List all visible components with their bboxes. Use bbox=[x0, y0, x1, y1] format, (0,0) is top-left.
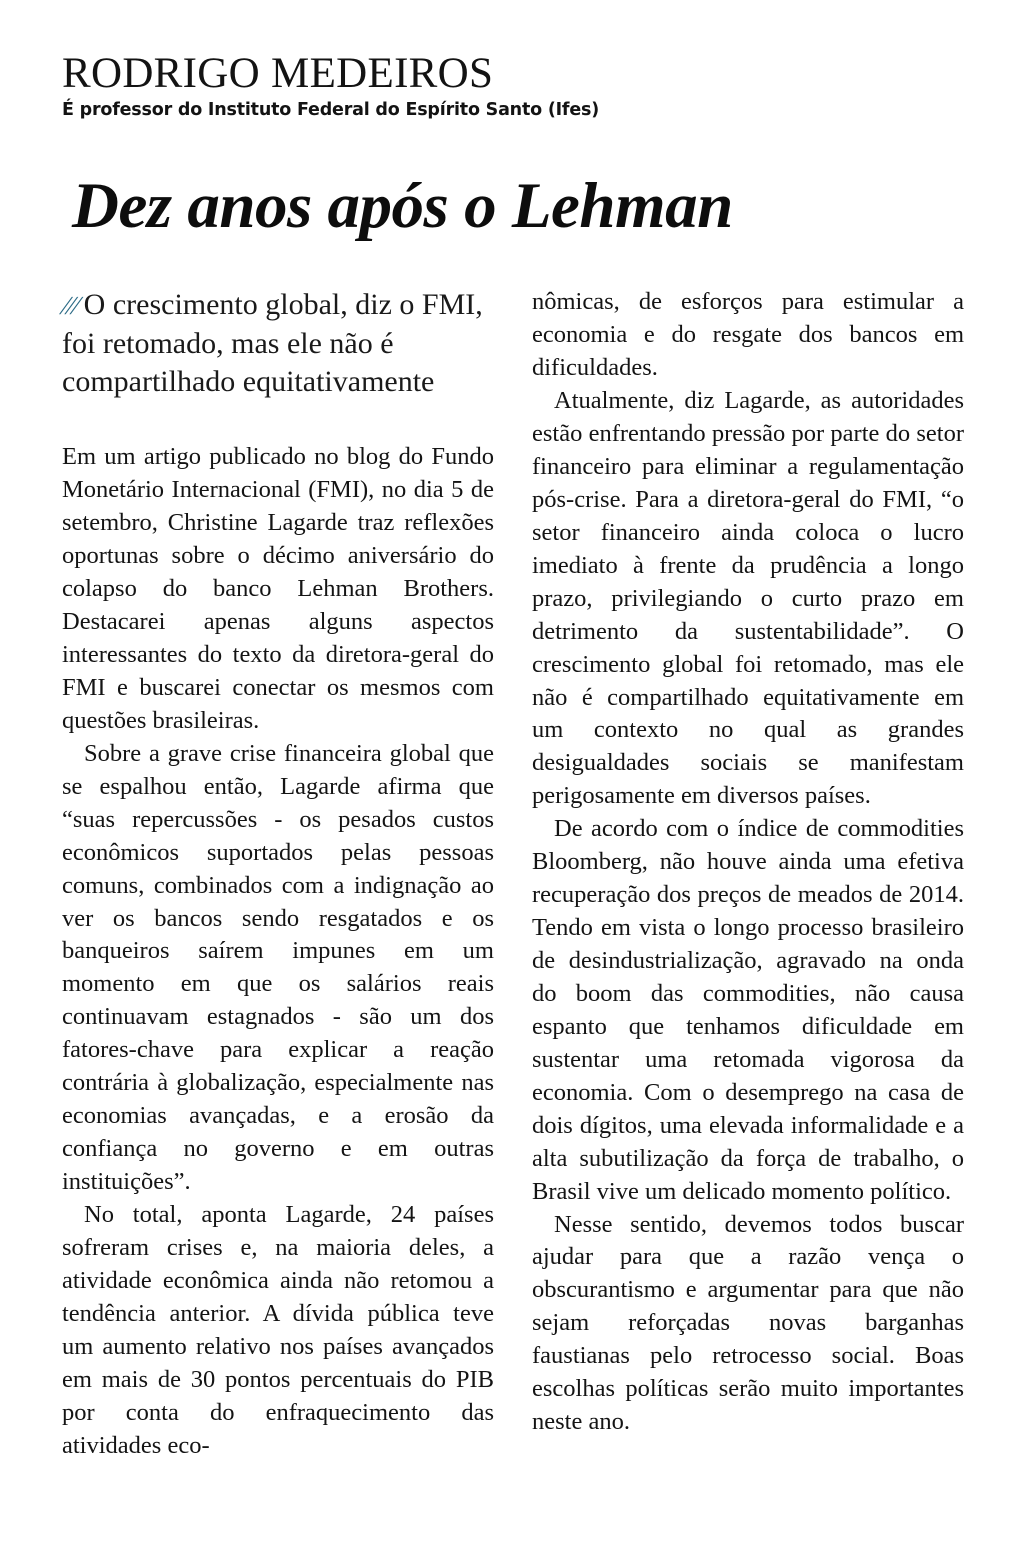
paragraph: Nesse sentido, devemos todos buscar ajudar para que a razão vença o obscurantismo e argumentar para que não sejam reforçadas novas barganhas faustianas pelo retrocesso social. Boas escolhas políticas serão muito importantes neste ano. bbox=[532, 1210, 964, 1436]
paragraph: De acordo com o índice de commodities Bloomberg, não houve ainda uma efetiva recuperação dos preços de meados de 2014. Tendo em vista o longo processo brasileiro de desindustrialização, agravado na onda do boom das commodities, não causa espanto que tenhamos dificuldade em sustentar uma retomada vigorosa da economia. Com o desemprego na casa de dois dígitos, uma elevada informalidade e a alta subutilização da força de trabalho, o Brasil vive um delicado momento político. bbox=[532, 815, 964, 1205]
author-role: É professor do Instituto Federal do Espírito Santo (Ifes) bbox=[62, 100, 600, 120]
article-body bbox=[58, 286, 964, 1462]
author-name: RODRIGO MEDEIROS bbox=[62, 50, 494, 97]
paragraph: Atualmente, diz Lagarde, as autoridades estão enfrentando pressão por parte do setor financeiro para eliminar a regulamentação pós-crise. Para a diretora-geral do FMI, “o setor financeiro ainda coloca o lucro imediato à frente da prudência a longo prazo, privilegiando o curto prazo em detrimento da sustentabilidade”. O crescimento global foi retomado, mas ele não é compartilhado equitativamente em um contexto no qual as grandes desigualdades sociais se manifestam perigosamente em diversos países. bbox=[532, 387, 964, 810]
lead-text: O crescimento global, diz o FMI, foi retomado, mas ele não é compartilhado equitativamente bbox=[62, 288, 483, 399]
paragraph: nômicas, de esforços para estimular a economia e do resgate dos bancos em dificuldades. bbox=[532, 288, 964, 382]
lead-paragraph bbox=[58, 286, 494, 401]
paragraph: No total, aponta Lagarde, 24 países sofreram crises e, na maioria deles, a atividade econômica ainda não retomou a tendência anterior. A dívida pública teve um aumento relativo nos países avançados em mais de 30 pontos percentuais do PIB por conta do enfraquecimento das atividades eco- bbox=[62, 1200, 494, 1459]
paragraph: Em um artigo publicado no blog do Fundo Monetário Internacional (FMI), no dia 5 de setembro, Christine Lagarde traz reflexões oportunas sobre o décimo aniversário do colapso do banco Lehman Brothers. Destacarei apenas alguns aspectos interessantes do texto da diretora-geral do FMI e buscarei conectar os mesmos com questões brasileiras. bbox=[62, 443, 494, 734]
column-right bbox=[532, 286, 964, 1462]
paragraph: Sobre a grave crise financeira global que se espalhou então, Lagarde afirma que “suas repercussões - os pesados custos econômicos suportados pelas pessoas comuns, combinados com a indignação ao ver os bancos sendo resgatados e os banqueiros saírem impunes em um momento em que os salários reais continuavam estagnados - são um dos fatores-chave para explicar a reação contrária à globalização, especialmente nas economias avançadas, e a erosão da confiança no governo e em outras instituições”. bbox=[62, 739, 494, 1196]
article-header bbox=[62, 52, 953, 120]
lead-marker-icon: /// bbox=[58, 291, 81, 321]
column-left bbox=[58, 286, 494, 1462]
page-title: Dez anos após o Lehman bbox=[72, 170, 733, 242]
